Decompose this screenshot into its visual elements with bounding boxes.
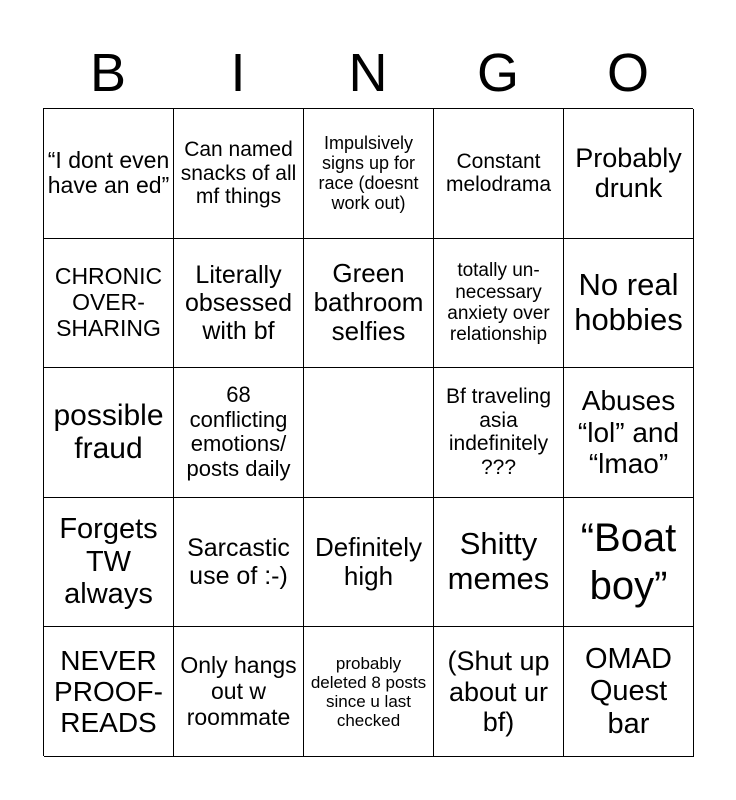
bingo-cell[interactable] xyxy=(564,239,694,369)
bingo-cell-text: Probably drunk xyxy=(575,143,682,204)
header-letter-i: I xyxy=(230,43,246,103)
bingo-cell-text: Literally obsessed with bf xyxy=(184,260,293,345)
bingo-cell[interactable] xyxy=(434,239,564,369)
bingo-cell[interactable] xyxy=(304,109,434,239)
bingo-cell[interactable] xyxy=(44,498,174,628)
bingo-cell[interactable] xyxy=(44,627,174,757)
bingo-cell[interactable] xyxy=(174,239,304,369)
bingo-cell-text: No real hobbies xyxy=(574,267,683,337)
bingo-cell-text: CHRONIC OVER-SHARING xyxy=(54,263,163,341)
bingo-cell-text: probably deleted 8 posts since u last checked xyxy=(310,653,427,730)
bingo-cell[interactable] xyxy=(564,368,694,498)
bingo-cell-text: Sarcastic use of :-) xyxy=(187,534,290,591)
bingo-cell[interactable] xyxy=(44,239,174,369)
bingo-cell-text: Shitty memes xyxy=(447,526,550,597)
bingo-cell-text: Bf traveling asia indefinitely ??? xyxy=(445,385,552,479)
bingo-cell[interactable] xyxy=(44,109,174,239)
bingo-cell-text: possible fraud xyxy=(53,398,164,466)
bingo-cell-text: Green bathroom selfies xyxy=(313,258,424,347)
bingo-cell[interactable] xyxy=(304,498,434,628)
bingo-cell-text: OMAD Quest bar xyxy=(585,642,672,740)
bingo-cell-text: “Boat boy” xyxy=(580,516,677,609)
bingo-cell-text: Abuses “lol” and “lmao” xyxy=(577,385,680,480)
bingo-cell-text: Can named snacks of all mf things xyxy=(180,138,297,209)
bingo-cell-text: Definitely high xyxy=(315,531,422,592)
bingo-cell-text: (Shut up about ur bf) xyxy=(447,646,550,737)
bingo-cell[interactable] xyxy=(44,368,174,498)
bingo-cell[interactable] xyxy=(564,498,694,628)
bingo-grid xyxy=(43,108,693,756)
bingo-cell-text: Impulsively signs up for race (doesnt work out) xyxy=(318,132,419,214)
free-space-cell[interactable] xyxy=(304,368,434,498)
bingo-cell[interactable] xyxy=(304,627,434,757)
bingo-cell[interactable] xyxy=(174,627,304,757)
bingo-cell[interactable] xyxy=(564,627,694,757)
bingo-cell-text: Forgets TW always xyxy=(59,513,158,611)
bingo-cell[interactable] xyxy=(434,109,564,239)
header-letter-n: N xyxy=(348,43,388,103)
bingo-cell[interactable] xyxy=(174,498,304,628)
bingo-cell[interactable] xyxy=(434,498,564,628)
bingo-cell[interactable] xyxy=(434,627,564,757)
header-letter-g: G xyxy=(476,43,519,103)
header-letter-o: O xyxy=(606,43,649,103)
bingo-cell-text: totally un-necessary anxiety over relationship xyxy=(447,260,550,346)
bingo-cell-text: 68 conflicting emotions/ posts daily xyxy=(186,382,291,482)
bingo-cell[interactable] xyxy=(434,368,564,498)
bingo-cell[interactable] xyxy=(174,368,304,498)
bingo-cell[interactable] xyxy=(564,109,694,239)
header-letter-b: B xyxy=(89,43,127,103)
bingo-cell-text: Constant melodrama xyxy=(445,149,552,197)
bingo-header xyxy=(43,38,693,108)
bingo-cell-text: Only hangs out w roommate xyxy=(180,652,297,730)
bingo-cell-text: “I dont even have an ed” xyxy=(47,146,170,199)
bingo-cell-text: NEVER PROOF-READS xyxy=(54,644,163,739)
bingo-cell[interactable] xyxy=(304,239,434,369)
bingo-cell[interactable] xyxy=(174,109,304,239)
